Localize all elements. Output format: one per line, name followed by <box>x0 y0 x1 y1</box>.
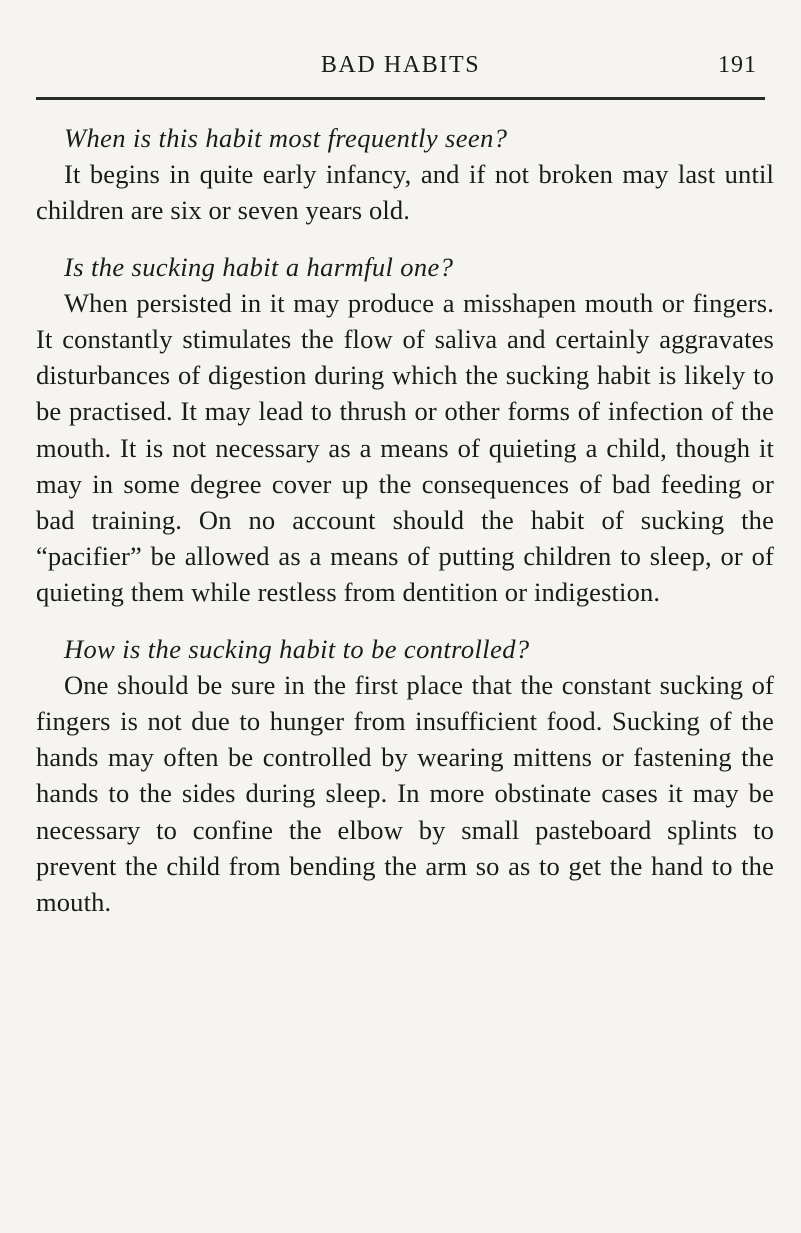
page-number: 191 <box>718 52 757 78</box>
question-heading: How is the sucking habit to be controlled? <box>64 633 530 664</box>
page-body <box>36 120 774 940</box>
answer-paragraph: It begins in quite early infancy, and if not broken may last until children are six or seven years old. <box>36 159 774 226</box>
qa-section <box>36 631 774 921</box>
question-heading: When is this habit most frequently seen? <box>64 123 508 153</box>
answer-paragraph: One should be sure in the first place that the constant sucking of fingers is not due to hunger from insufficient food. Sucking of the hands may often be controlled by wearing mittens or fastening the hands to the sides during sleep. In more obstinate cases it may be necessary to confine the elbow by small pasteboard splints to prevent the child from bending the arm so as to get the hand to the mouth. <box>36 669 774 918</box>
question-heading: Is the sucking habit a harmful one? <box>64 251 454 282</box>
running-title: BAD HABITS <box>320 52 481 78</box>
qa-section <box>36 120 774 229</box>
header-rule <box>36 97 765 100</box>
answer-paragraph: When persisted in it may produce a misshapen mouth or fingers. It constantly stimulates the flow of saliva and certainly aggravates disturbances of digestion during which the sucking habit is likely to be practised. It may lead to thrush or other forms of infection of the mouth. It is not necessary as a means of quieting a child, though it may in some degree cover up the consequences of bad feeding or bad training. On no account should the habit of sucking the “pacifier” be allowed as a means of putting children to sleep, or of quieting them while restless from dentition or indigestion. <box>36 287 774 608</box>
qa-section <box>36 249 774 611</box>
running-head <box>36 52 765 86</box>
